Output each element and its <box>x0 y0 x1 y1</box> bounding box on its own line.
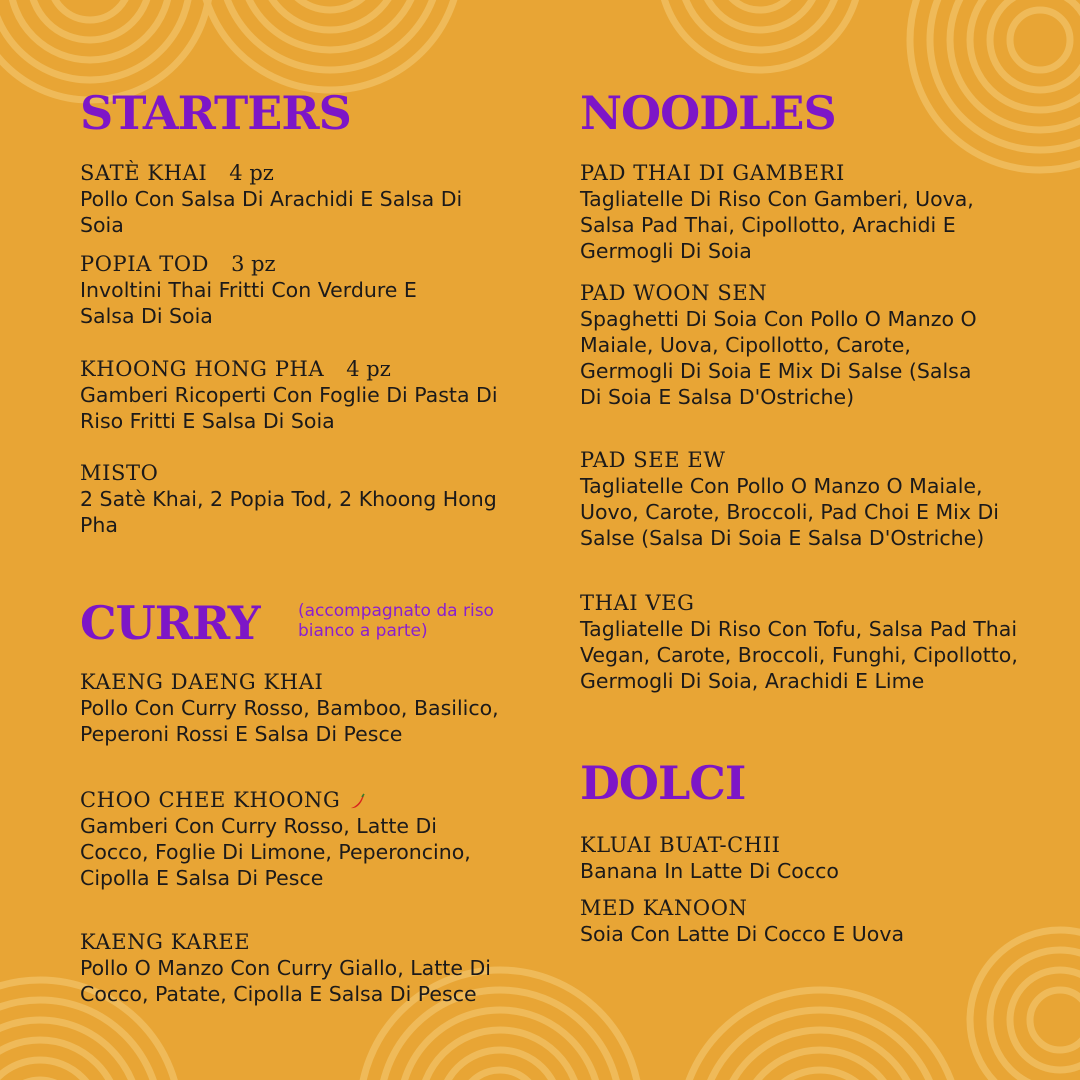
menu-item-popia-tod <box>80 251 460 329</box>
starters-heading: STARTERS <box>80 86 351 140</box>
item-description: Tagliatelle Con Pollo O Manzo O Maiale, Uovo, Carote, Broccoli, Pad Choi E Mix Di Salse (Salsa Di Soia E Salsa D'Ostriche) <box>580 474 999 550</box>
item-name: THAI VEG <box>580 591 695 615</box>
item-name: MISTO <box>80 461 159 485</box>
item-name: SATÈ KHAI <box>80 161 208 185</box>
item-name: PAD THAI DI GAMBERI <box>580 161 845 185</box>
item-name: POPIA TOD <box>80 252 210 276</box>
item-description: Pollo O Manzo Con Curry Giallo, Latte Di Cocco, Patate, Cipolla E Salsa Di Pesce <box>80 956 491 1006</box>
menu-item-pad-woon-sen <box>580 280 980 410</box>
item-description: Involtini Thai Fritti Con Verdure E Salsa Di Soia <box>80 278 417 328</box>
item-description: Soia Con Latte Di Cocco E Uova <box>580 922 905 946</box>
item-name: KAENG DAENG KHAI <box>80 670 324 694</box>
item-description: Tagliatelle Di Riso Con Gamberi, Uova, Salsa Pad Thai, Cipollotto, Arachidi E Germogli Di Soia <box>580 187 974 263</box>
chili-pepper-icon <box>348 793 366 811</box>
dolci-heading: DOLCI <box>580 756 746 810</box>
item-description: Spaghetti Di Soia Con Pollo O Manzo O Maiale, Uova, Cipollotto, Carote, Germogli Di Soia E Mix Di Salse (Salsa Di Soia E Salsa D'Ostriche) <box>580 307 977 409</box>
curry-heading: CURRY <box>80 596 260 650</box>
item-description: Gamberi Ricoperti Con Foglie Di Pasta Di Riso Fritti E Salsa Di Soia <box>80 383 498 433</box>
menu-item-thai-veg <box>580 590 1020 694</box>
item-name: MED KANOON <box>580 896 748 920</box>
curry-note: (accompagnato da riso bianco a parte) <box>298 601 494 641</box>
menu-item-kluai-buat-chii <box>580 832 1020 884</box>
swirl-top-center <box>200 0 460 90</box>
item-description: Banana In Latte Di Cocco <box>580 859 839 883</box>
menu-item-pad-thai-di-gamberi <box>580 160 1020 264</box>
noodles-heading: NOODLES <box>580 86 836 140</box>
menu-item-pad-see-ew <box>580 447 1020 551</box>
item-description: 2 Satè Khai, 2 Popia Tod, 2 Khoong Hong Pha <box>80 487 497 537</box>
item-name: PAD SEE EW <box>580 448 726 472</box>
swirl-top-left <box>0 0 210 100</box>
menu-item-choo-chee-khoong <box>80 787 500 891</box>
item-description: Tagliatelle Di Riso Con Tofu, Salsa Pad Thai Vegan, Carote, Broccoli, Funghi, Cipollotto, Germogli Di Soia, Arachidi E Lime <box>580 617 1018 693</box>
item-name: KLUAI BUAT-CHII <box>580 833 781 857</box>
item-description: Pollo Con Curry Rosso, Bamboo, Basilico, Peperoni Rossi E Salsa Di Pesce <box>80 696 499 746</box>
menu-item-med-kanoon <box>580 895 1020 947</box>
swirl-top-right <box>660 0 1080 170</box>
menu-item-kaeng-daeng-khai <box>80 669 500 747</box>
menu-item-sate-khai <box>80 160 500 238</box>
item-name: KHOONG HONG PHA <box>80 357 325 381</box>
item-name: PAD WOON SEN <box>580 281 768 305</box>
item-quantity: 4 pz <box>346 357 391 381</box>
item-description: Pollo Con Salsa Di Arachidi E Salsa Di Soia <box>80 187 463 237</box>
item-name: KAENG KAREE <box>80 930 251 954</box>
item-quantity: 4 pz <box>229 161 274 185</box>
menu-item-kaeng-karee <box>80 929 500 1007</box>
item-quantity: 3 pz <box>231 252 276 276</box>
menu-item-khoong-hong-pha <box>80 356 500 434</box>
item-description: Gamberi Con Curry Rosso, Latte Di Cocco, Foglie Di Limone, Peperoncino, Cipolla E Salsa Di Pesce <box>80 814 471 890</box>
swirl-bottom-right <box>680 930 1080 1080</box>
menu-item-misto <box>80 460 500 538</box>
item-name: CHOO CHEE KHOONG <box>80 788 341 812</box>
